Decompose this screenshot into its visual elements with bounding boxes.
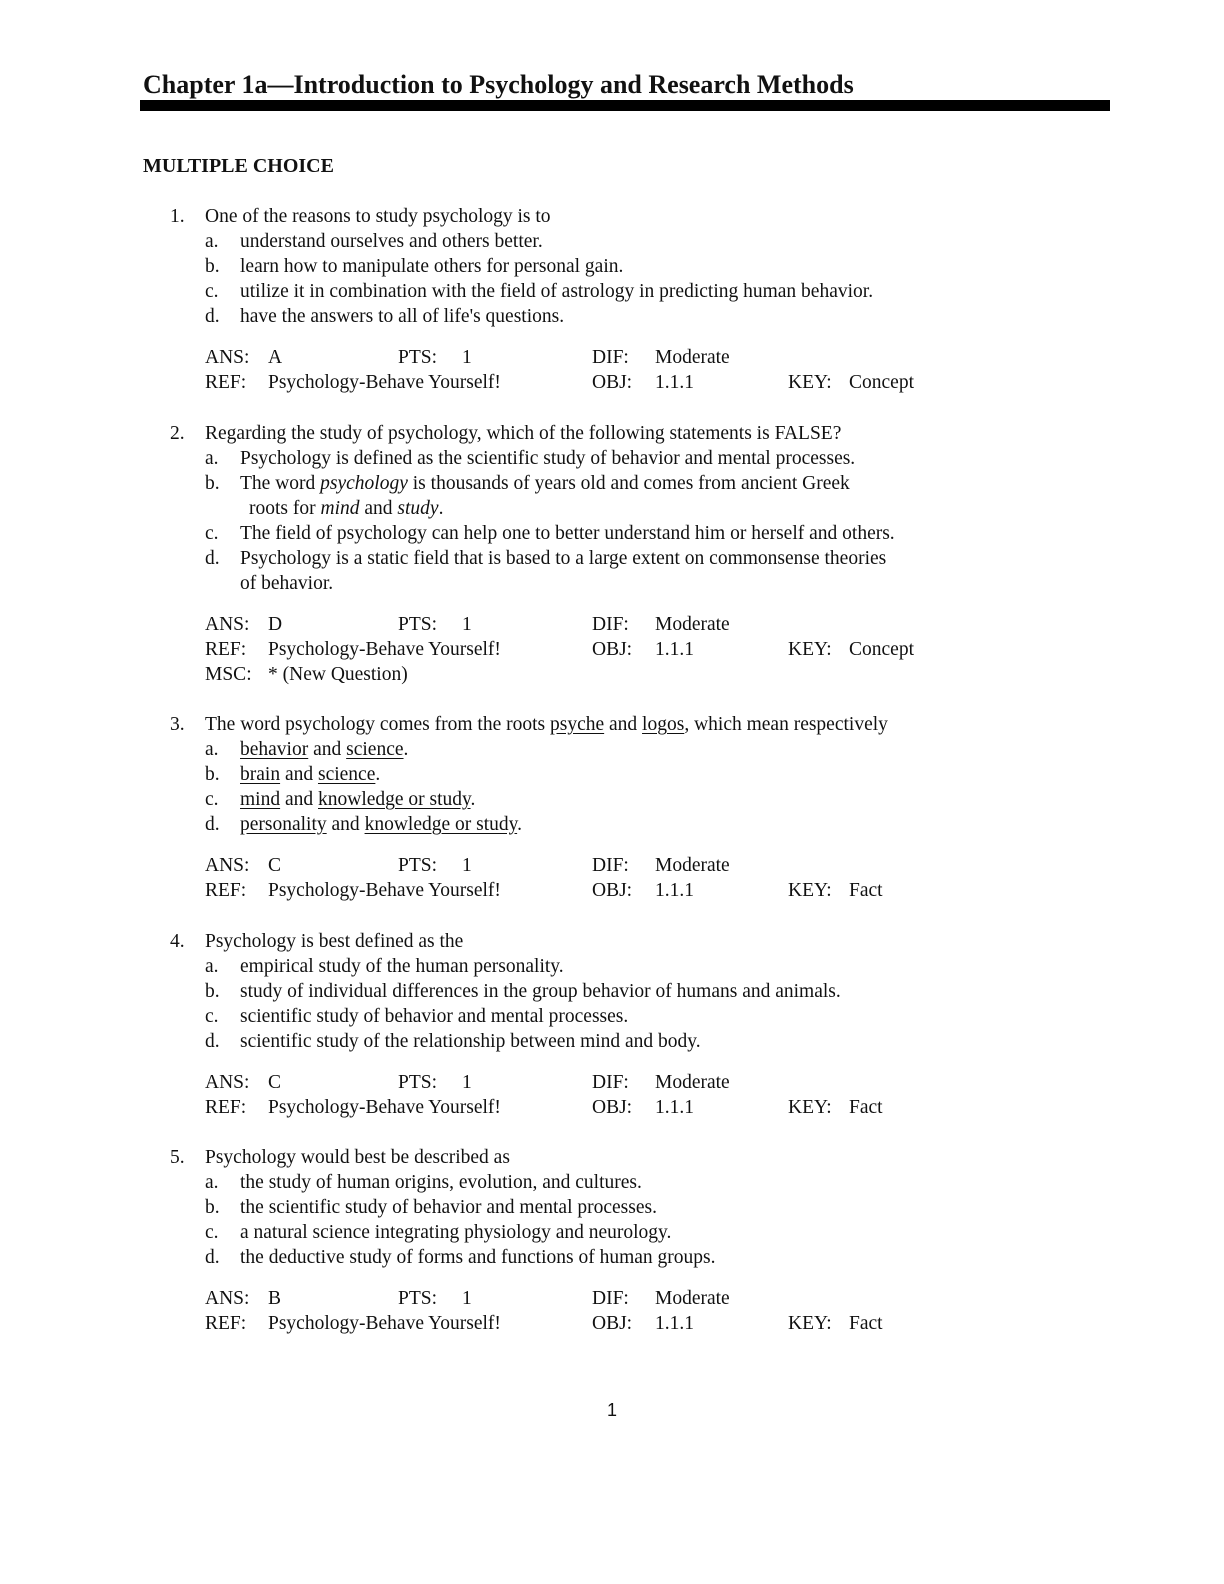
ans-label: ANS:	[205, 614, 250, 635]
option-text: The word psychology is thousands of years old and comes from ancient Greek	[240, 473, 850, 494]
option-letter: a.	[205, 231, 219, 252]
option-text: Psychology is defined as the scientific study of behavior and mental processes.	[240, 448, 856, 469]
option-letter: c.	[205, 281, 219, 302]
option-letter: d.	[205, 814, 220, 835]
option-text: study of individual differences in the group behavior of humans and animals.	[240, 981, 841, 1002]
option-letter: d.	[205, 548, 220, 569]
option-letter: a.	[205, 739, 219, 760]
option-letter: b.	[205, 981, 220, 1002]
option-letter: b.	[205, 1197, 220, 1218]
ref-label: REF:	[205, 372, 247, 393]
question-stem: One of the reasons to study psychology is to	[205, 206, 551, 227]
option-text: empirical study of the human personality.	[240, 956, 564, 977]
ans-value: B	[268, 1288, 282, 1309]
obj-label: OBJ:	[592, 372, 633, 393]
obj-value: 1.1.1	[655, 372, 694, 393]
ans-value: C	[268, 855, 282, 876]
obj-label: OBJ:	[592, 1313, 633, 1334]
ref-value: Psychology-Behave Yourself!	[268, 880, 501, 901]
pts-label: PTS:	[398, 1072, 438, 1093]
obj-value: 1.1.1	[655, 1097, 694, 1118]
ans-label: ANS:	[205, 347, 250, 368]
option-text: The field of psychology can help one to better understand him or herself and others.	[240, 523, 895, 544]
option-letter: b.	[205, 473, 220, 494]
pts-label: PTS:	[398, 1288, 438, 1309]
key-label: KEY:	[788, 1313, 832, 1334]
key-label: KEY:	[788, 880, 832, 901]
pts-value: 1	[462, 614, 472, 635]
option-letter: d.	[205, 1031, 220, 1052]
key-label: KEY:	[788, 639, 832, 660]
msc-label: MSC:	[205, 664, 252, 685]
option-text: a natural science integrating physiology and neurology.	[240, 1222, 672, 1243]
ans-label: ANS:	[205, 855, 250, 876]
obj-label: OBJ:	[592, 1097, 633, 1118]
option-letter: b.	[205, 256, 220, 277]
ans-label: ANS:	[205, 1072, 250, 1093]
obj-value: 1.1.1	[655, 880, 694, 901]
ref-value: Psychology-Behave Yourself!	[268, 639, 501, 660]
pts-label: PTS:	[398, 347, 438, 368]
option-letter: c.	[205, 789, 219, 810]
question-stem: The word psychology comes from the roots psyche and logos, which mean respectively	[205, 714, 888, 735]
option-text: scientific study of the relationship between mind and body.	[240, 1031, 701, 1052]
question-number: 5.	[170, 1147, 185, 1168]
question-number: 1.	[170, 206, 185, 227]
option-letter: d.	[205, 1247, 220, 1268]
option-text: Psychology is a static field that is based to a large extent on commonsense theories	[240, 548, 887, 569]
question-stem: Psychology is best defined as the	[205, 931, 464, 952]
ref-label: REF:	[205, 639, 247, 660]
dif-value: Moderate	[655, 855, 730, 876]
obj-label: OBJ:	[592, 880, 633, 901]
key-value: Fact	[849, 1097, 883, 1118]
option-text: the scientific study of behavior and mental processes.	[240, 1197, 657, 1218]
option-text: have the answers to all of life's questions.	[240, 306, 565, 327]
title-rule	[140, 100, 1110, 111]
key-label: KEY:	[788, 372, 832, 393]
dif-label: DIF:	[592, 347, 629, 368]
obj-label: OBJ:	[592, 639, 633, 660]
dif-label: DIF:	[592, 1072, 629, 1093]
section-heading: MULTIPLE CHOICE	[143, 155, 334, 177]
dif-label: DIF:	[592, 855, 629, 876]
option-text: scientific study of behavior and mental processes.	[240, 1006, 629, 1027]
obj-value: 1.1.1	[655, 1313, 694, 1334]
option-letter: a.	[205, 1172, 219, 1193]
key-value: Fact	[849, 1313, 883, 1334]
ref-label: REF:	[205, 1097, 247, 1118]
ans-value: C	[268, 1072, 282, 1093]
option-letter: a.	[205, 448, 219, 469]
dif-label: DIF:	[592, 1288, 629, 1309]
ref-value: Psychology-Behave Yourself!	[268, 372, 501, 393]
ref-value: Psychology-Behave Yourself!	[268, 1097, 501, 1118]
pts-label: PTS:	[398, 855, 438, 876]
question-number: 3.	[170, 714, 185, 735]
ref-value: Psychology-Behave Yourself!	[268, 1313, 501, 1334]
option-text: understand ourselves and others better.	[240, 231, 543, 252]
option-letter: b.	[205, 764, 220, 785]
ans-label: ANS:	[205, 1288, 250, 1309]
key-value: Concept	[849, 372, 914, 393]
option-text: personality and knowledge or study.	[240, 814, 522, 835]
key-value: Concept	[849, 639, 914, 660]
pts-value: 1	[462, 855, 472, 876]
page-number: 1	[606, 1400, 618, 1420]
option-letter: c.	[205, 523, 219, 544]
ref-label: REF:	[205, 1313, 247, 1334]
ans-value: D	[268, 614, 283, 635]
option-text: learn how to manipulate others for personal gain.	[240, 256, 624, 277]
option-text: behavior and science.	[240, 739, 409, 760]
option-letter: c.	[205, 1006, 219, 1027]
msc-value: * (New Question)	[268, 664, 408, 685]
option-text: utilize it in combination with the field of astrology in predicting human behavior.	[240, 281, 874, 302]
dif-value: Moderate	[655, 1072, 730, 1093]
option-letter: c.	[205, 1222, 219, 1243]
dif-value: Moderate	[655, 347, 730, 368]
question-stem: Regarding the study of psychology, which of the following statements is FALSE?	[205, 423, 842, 444]
option-letter: d.	[205, 306, 220, 327]
dif-value: Moderate	[655, 614, 730, 635]
question-number: 4.	[170, 931, 185, 952]
option-letter: a.	[205, 956, 219, 977]
obj-value: 1.1.1	[655, 639, 694, 660]
pts-value: 1	[462, 1288, 472, 1309]
option-text-continued: of behavior.	[240, 573, 334, 594]
option-text: the deductive study of forms and functions of human groups.	[240, 1247, 716, 1268]
option-text: brain and science.	[240, 764, 381, 785]
pts-value: 1	[462, 347, 472, 368]
ref-label: REF:	[205, 880, 247, 901]
pts-label: PTS:	[398, 614, 438, 635]
key-value: Fact	[849, 880, 883, 901]
dif-label: DIF:	[592, 614, 629, 635]
option-text-continued: roots for mind and study.	[249, 498, 444, 519]
pts-value: 1	[462, 1072, 472, 1093]
question-stem: Psychology would best be described as	[205, 1147, 510, 1168]
key-label: KEY:	[788, 1097, 832, 1118]
option-text: the study of human origins, evolution, and cultures.	[240, 1172, 642, 1193]
option-text: mind and knowledge or study.	[240, 789, 476, 810]
question-number: 2.	[170, 423, 185, 444]
chapter-title: Chapter 1a—Introduction to Psychology and Research Methods	[143, 70, 854, 99]
dif-value: Moderate	[655, 1288, 730, 1309]
ans-value: A	[268, 347, 283, 368]
